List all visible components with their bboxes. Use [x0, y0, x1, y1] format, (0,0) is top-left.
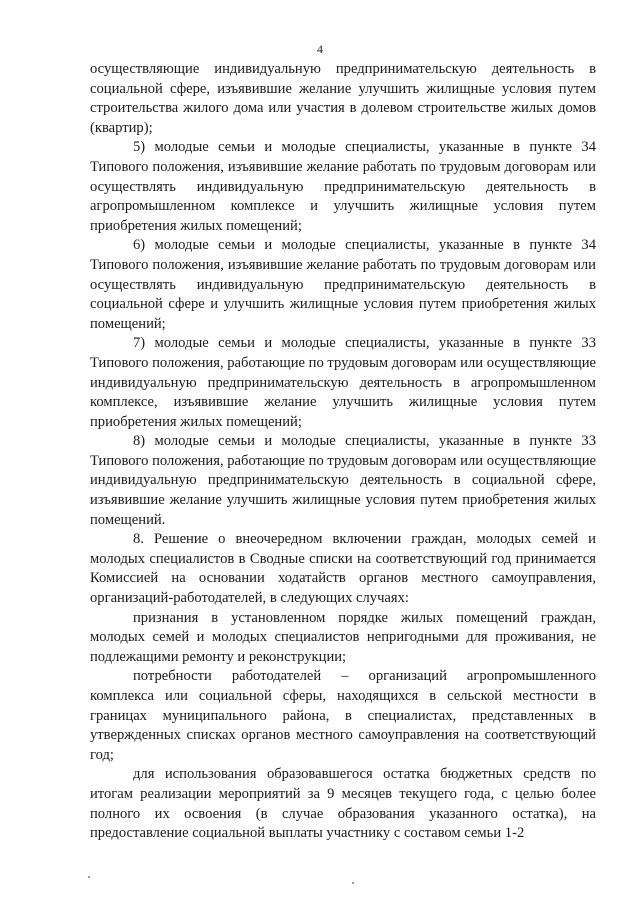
paragraph-item-7: 7) молодые семьи и молодые специалисты, указанные в пункте 33 Типового положения, работающие по трудовым договорам или осуществляющие индивидуальную предпринимательскую деятельность в агропромышленном комплексе, изъявившие желание улучшить жилищные условия путем приобретения жилых помещений; [90, 335, 596, 430]
paragraph-item-6: 6) молодые семьи и молодые специалисты, указанные в пункте 34 Типового положения, изъявившие желание работать по трудовым договорам или осуществлять индивидуальную предпринимательскую деятельность в социальной сфере и улучшить жилищные условия путем приобретения жилых помещений; [90, 237, 596, 332]
paragraph-item-5: 5) молодые семьи и молодые специалисты, указанные в пункте 34 Типового положения, изъявившие желание работать по трудовым договорам или осуществлять индивидуальную предпринимательскую деятельность в агропромышленном комплексе и улучшить жилищные условия путем приобретения жилых помещений; [90, 139, 596, 234]
paragraph-case-budget-remainder: для использования образовавшегося остатка бюджетных средств по итогам реализации мероприятий за 9 месяцев текущего года, с целью более полного их освоения (в случае образования указанного остатка), на предоставление социальной выплаты участнику с составом семьи 1-2 [90, 766, 596, 842]
paragraph-case-unfit-housing: признания в установленном порядке жилых помещений граждан, молодых семей и молодых специалистов непригодными для проживания, не подлежащими ремонту и реконструкции; [90, 609, 596, 665]
paragraph-case-employer-needs: потребности работодателей – организаций агропромышленного комплекса или социальной сферы, находящихся в сельской местности в границах муниципального района, в специалистах, представленных в утвержденных списках органов местного самоуправления на соответствующий год; [90, 668, 596, 763]
page-number: 4 [317, 42, 323, 56]
paragraph-item-8: 8) молодые семьи и молодые специалисты, указанные в пункте 33 Типового положения, работающие по трудовым договорам или осуществляющие индивидуальную предпринимательскую деятельность в социальной сфере, изъявившие желание улучшить жилищные условия путем приобретения жилых помещений. [90, 433, 596, 528]
paragraph-section-8: 8. Решение о внеочередном включении граждан, молодых семей и молодых специалистов в Сводные списки на соответствующий год принимается Комиссией на основании ходатайств органов местного самоуправления, организаций-работодателей, в следующих случаях: [90, 531, 596, 607]
scan-speck [352, 882, 354, 884]
document-text [90, 60, 596, 844]
paragraph-continuation: осуществляющие индивидуальную предпринимательскую деятельность в социальной сфере, изъявившие желание улучшить жилищные условия путем строительства жилого дома или участия в долевом строительстве жилых домов (квартир); [90, 61, 596, 136]
scan-speck [88, 876, 90, 878]
